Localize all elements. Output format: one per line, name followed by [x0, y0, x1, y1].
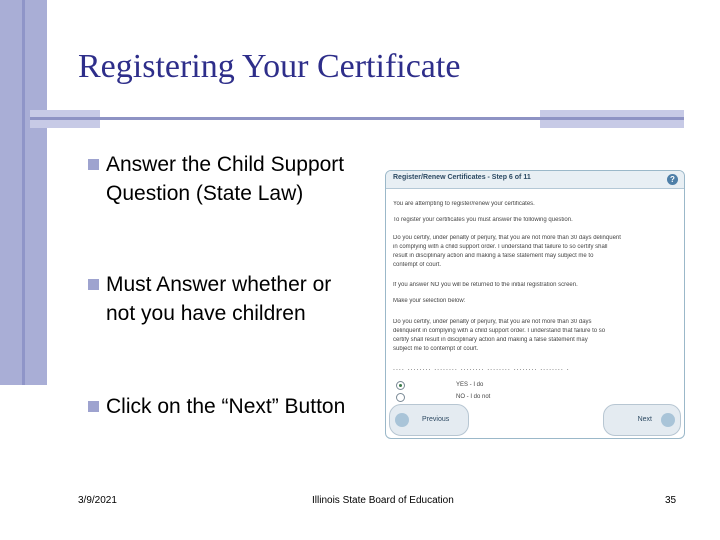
- no-radio-label: NO - I do not: [456, 394, 491, 400]
- screenshot-text-line: contempt of court.: [393, 262, 442, 268]
- screenshot-text-line: Do you certify, under penalty of perjury, that you are not more than 30 days delinquent: [393, 235, 621, 241]
- bullet-text: Click on the “Next” Button: [106, 395, 346, 418]
- bullet-text: Must Answer whether or not you have children: [106, 273, 332, 325]
- previous-button-label: Previous: [422, 416, 450, 423]
- registration-screenshot: [385, 170, 685, 439]
- bullet-item: [88, 150, 356, 208]
- sidebar-edge-decoration: [22, 0, 25, 385]
- screenshot-text-line: result in disciplinary action and making a false statement may subject me to: [393, 253, 594, 259]
- screenshot-text-line: Make your selection below:: [393, 298, 466, 304]
- slide-title: Registering Your Certificate: [78, 48, 461, 85]
- help-icon[interactable]: ?: [667, 174, 678, 185]
- bullet-marker-icon: [88, 401, 99, 412]
- bullet-item: [88, 392, 356, 421]
- screenshot-text-line: Do you certify, under penalty of perjury, that you are not more than 30 days: [393, 319, 592, 325]
- next-button[interactable]: [603, 404, 681, 436]
- footer-organization: Illinois State Board of Education: [312, 495, 454, 506]
- yes-radio-label: YES - I do: [456, 382, 484, 388]
- next-arrow-icon: [661, 413, 675, 427]
- screenshot-text-line: To register your certificates you must answer the following question.: [393, 217, 573, 223]
- previous-button[interactable]: [389, 404, 469, 436]
- bullet-marker-icon: [88, 279, 99, 290]
- screenshot-text-line: delinquent in complying with a child support order. I understand that failure to so: [393, 328, 606, 334]
- previous-arrow-icon: [395, 413, 409, 427]
- title-rule: [30, 117, 684, 120]
- screenshot-separator: .... ........ ........ ........ ........ ........ ........ .: [393, 365, 570, 372]
- screenshot-text-line: in complying with a child support order. I understand that failure to so certify shall: [393, 244, 608, 250]
- screenshot-text-line: If you answer NO you will be returned to the initial registration screen.: [393, 282, 578, 288]
- no-radio[interactable]: [396, 393, 405, 402]
- screenshot-text-line: You are attempting to register/renew your certificates.: [393, 201, 535, 207]
- bullet-item: [88, 270, 356, 328]
- bullet-marker-icon: [88, 159, 99, 170]
- screenshot-text-line: subject me to contempt of court.: [393, 346, 479, 352]
- footer-date: 3/9/2021: [78, 495, 117, 506]
- yes-radio[interactable]: [396, 381, 405, 390]
- next-button-label: Next: [637, 416, 652, 423]
- screenshot-header: [386, 171, 684, 189]
- footer-page-number: 35: [665, 495, 677, 506]
- bullet-text: Answer the Child Support Question (State Law): [106, 153, 345, 205]
- screenshot-header-title: Register/Renew Certificates - Step 6 of 11: [393, 174, 531, 181]
- screenshot-text-line: certify shall result in disciplinary action and making a false statement may: [393, 337, 588, 343]
